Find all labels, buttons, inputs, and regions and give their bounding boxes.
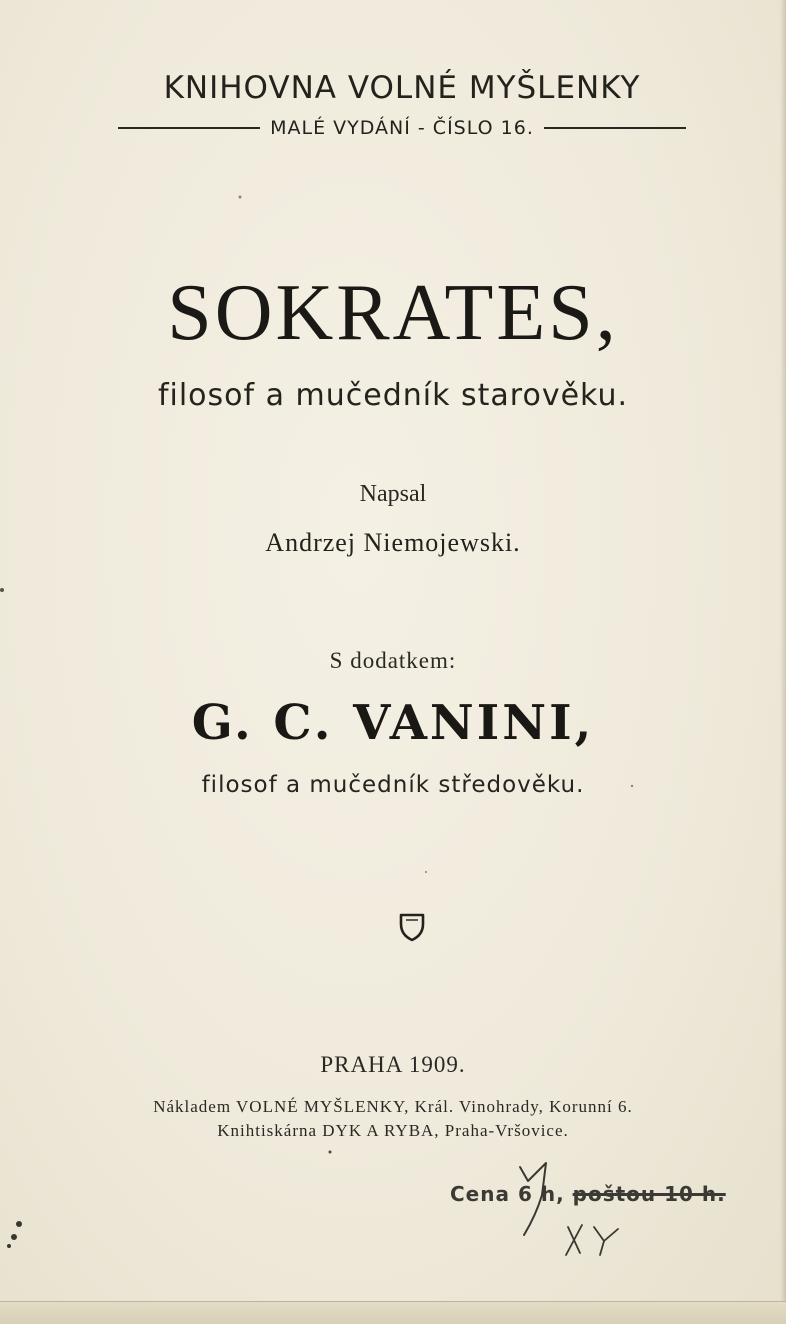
work-title: SOKRATES, — [167, 269, 619, 357]
page-edge-shadow — [780, 0, 786, 1324]
author-name: Andrzej Niemojewski. — [265, 528, 521, 557]
price-amount: 6 h, — [517, 1182, 565, 1206]
series-title: KNIHOVNA VOLNÉ MYŠLENKY — [163, 70, 641, 106]
work-subtitle: filosof a mučedník starověku. — [157, 378, 629, 413]
left-rule — [118, 127, 260, 129]
right-rule — [544, 127, 686, 129]
addendum-title: G. C. VANINI, — [191, 695, 595, 751]
publisher-line: Nákladem VOLNÉ MYŠLENKY, Král. Vinohrady, Korunní 6. — [153, 1097, 633, 1116]
addendum-subtitle: filosof a mučedník středověku. — [201, 772, 585, 798]
shield-icon — [397, 912, 427, 942]
printer-line: Knihtiskárna DYK A RYBA, Praha-Vršovice. — [217, 1121, 569, 1140]
author-label: Napsal — [359, 481, 427, 507]
handwritten-annotation — [500, 1155, 640, 1265]
page-bottom-edge — [0, 1301, 786, 1324]
series-subtitle-row — [118, 116, 686, 140]
price-label: Cena — [450, 1182, 510, 1206]
city-year: PRAHA 1909. — [320, 1052, 466, 1077]
price-postage: poštou 10 h. — [572, 1182, 726, 1206]
addendum-label: S dodatkem: — [329, 648, 457, 673]
series-subtitle: MALÉ VYDÁNÍ - ČÍSLO 16. — [270, 117, 534, 139]
